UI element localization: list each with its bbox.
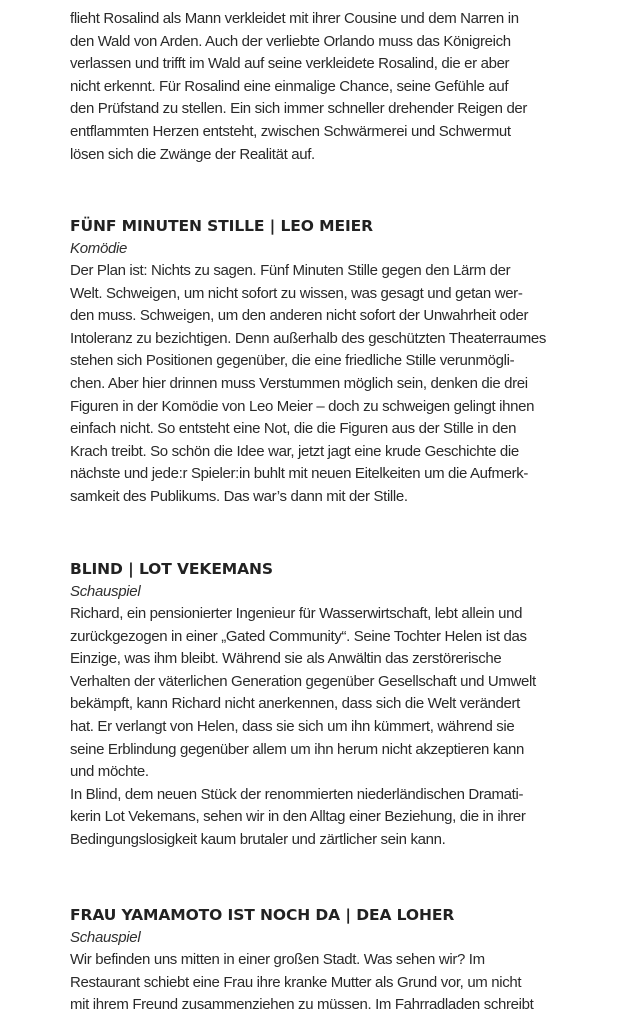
text-line: Restaurant schiebt eine Frau ihre kranke Mutter als Grund vor, um nicht (70, 973, 522, 991)
play-genre: Komödie (70, 240, 128, 257)
text-line: In Blind, dem neuen Stück der renommierten niederländischen Dramati- (70, 785, 524, 803)
play-genre: Schauspiel (70, 929, 141, 946)
text-line: seine Erblindung gegenüber allem um ihn herum nicht akzeptieren kann (70, 740, 524, 758)
text-line: Krach treibt. So schön die Idee war, jetzt jagt eine krude Geschichte die (70, 442, 519, 460)
play-heading: FRAU YAMAMOTO IST NOCH DA | DEA LOHER (70, 906, 455, 924)
text-line: stehen sich Positionen gegenüber, die eine friedliche Stille verunmögli- (70, 352, 515, 370)
play-description (70, 260, 570, 509)
text-line: Der Plan ist: Nichts zu sagen. Fünf Minuten Stille gegen den Lärm der (70, 262, 511, 279)
play-heading: BLIND | LOT VEKEMANS (70, 560, 273, 578)
text-line: Welt. Schweigen, um nicht sofort zu wissen, was gesagt und getan wer- (70, 284, 523, 302)
text-line: entflammten Herzen entsteht, zwischen Schwärmerei und Schwermut (70, 122, 511, 140)
play-entry-blind (70, 557, 570, 852)
text-line: den Prüfstand zu stellen. Ein sich immer schneller drehender Reigen der (70, 100, 528, 118)
text-line: flieht Rosalind als Mann verkleidet mit ihrer Cousine und dem Narren in (70, 10, 519, 27)
play-description (70, 603, 570, 852)
text-line: Bedingungslosigkeit kaum brutaler und zärtlicher sein kann. (70, 830, 446, 848)
text-line: Richard, ein pensionierter Ingenieur für Wasserwirtschaft, lebt allein und (70, 605, 523, 622)
text-line: samkeit des Publikums. Das war’s dann mit der Stille. (70, 487, 408, 505)
text-line: kerin Lot Vekemans, sehen wir in den Alltag einer Beziehung, die in ihrer (70, 808, 526, 826)
text-line: Figuren in der Komödie von Leo Meier – doch zu schweigen gelingt ihnen (70, 397, 535, 415)
play-entry-fuenf-minuten-stille (70, 214, 570, 509)
text-line: verlassen und trifft im Wald auf seine verkleidete Rosalind, die er aber (70, 55, 510, 73)
text-line: Verhalten der väterlichen Generation gegenüber Gesellschaft und Umwelt (70, 672, 536, 690)
text-line: hat. Er verlangt von Helen, dass sie sich um ihn kümmert, während sie (70, 717, 515, 735)
text-line: Intoleranz zu bezichtigen. Denn außerhalb des geschützten Theaterraumes (70, 329, 547, 347)
play-description (70, 949, 570, 1017)
intro-paragraph (70, 8, 570, 166)
text-line: Einzige, was ihm bleibt. Während sie als Anwältin das zerstörerische (70, 650, 502, 668)
play-genre: Schauspiel (70, 583, 141, 600)
play-entry-frau-yamamoto (70, 903, 570, 1017)
text-line: Wir befinden uns mitten in einer großen Stadt. Was sehen wir? Im (70, 951, 485, 968)
text-line: chen. Aber hier drinnen muss Verstummen möglich sein, denken die drei (70, 374, 528, 392)
text-line: nicht erkennt. Für Rosalind eine einmalige Chance, seine Gefühle auf (70, 77, 509, 95)
text-line: mit ihrem Freund zusammenziehen zu müssen. Im Fahrradladen schreibt (70, 996, 534, 1014)
text-line: einfach nicht. So entsteht eine Not, die die Figuren aus der Stille in den (70, 420, 517, 438)
play-heading: FÜNF MINUTEN STILLE | LEO MEIER (70, 217, 373, 235)
text-line: den Wald von Arden. Auch der verliebte Orlando muss das Königreich (70, 32, 511, 50)
text-line: bekämpft, kann Richard nicht anerkennen, dass sich die Welt verändert (70, 695, 520, 713)
text-line: zurückgezogen in einer „Gated Community“. Seine Tochter Helen ist das (70, 627, 527, 645)
text-line: lösen sich die Zwänge der Realität auf. (70, 145, 315, 163)
text-line: und möchte. (70, 763, 149, 781)
text-line: den muss. Schweigen, um den anderen nicht sofort der Unwahrheit oder (70, 307, 529, 325)
text-line: nächste und jede:r Spieler:in buhlt mit neuen Eitelkeiten um die Aufmerk- (70, 465, 529, 483)
